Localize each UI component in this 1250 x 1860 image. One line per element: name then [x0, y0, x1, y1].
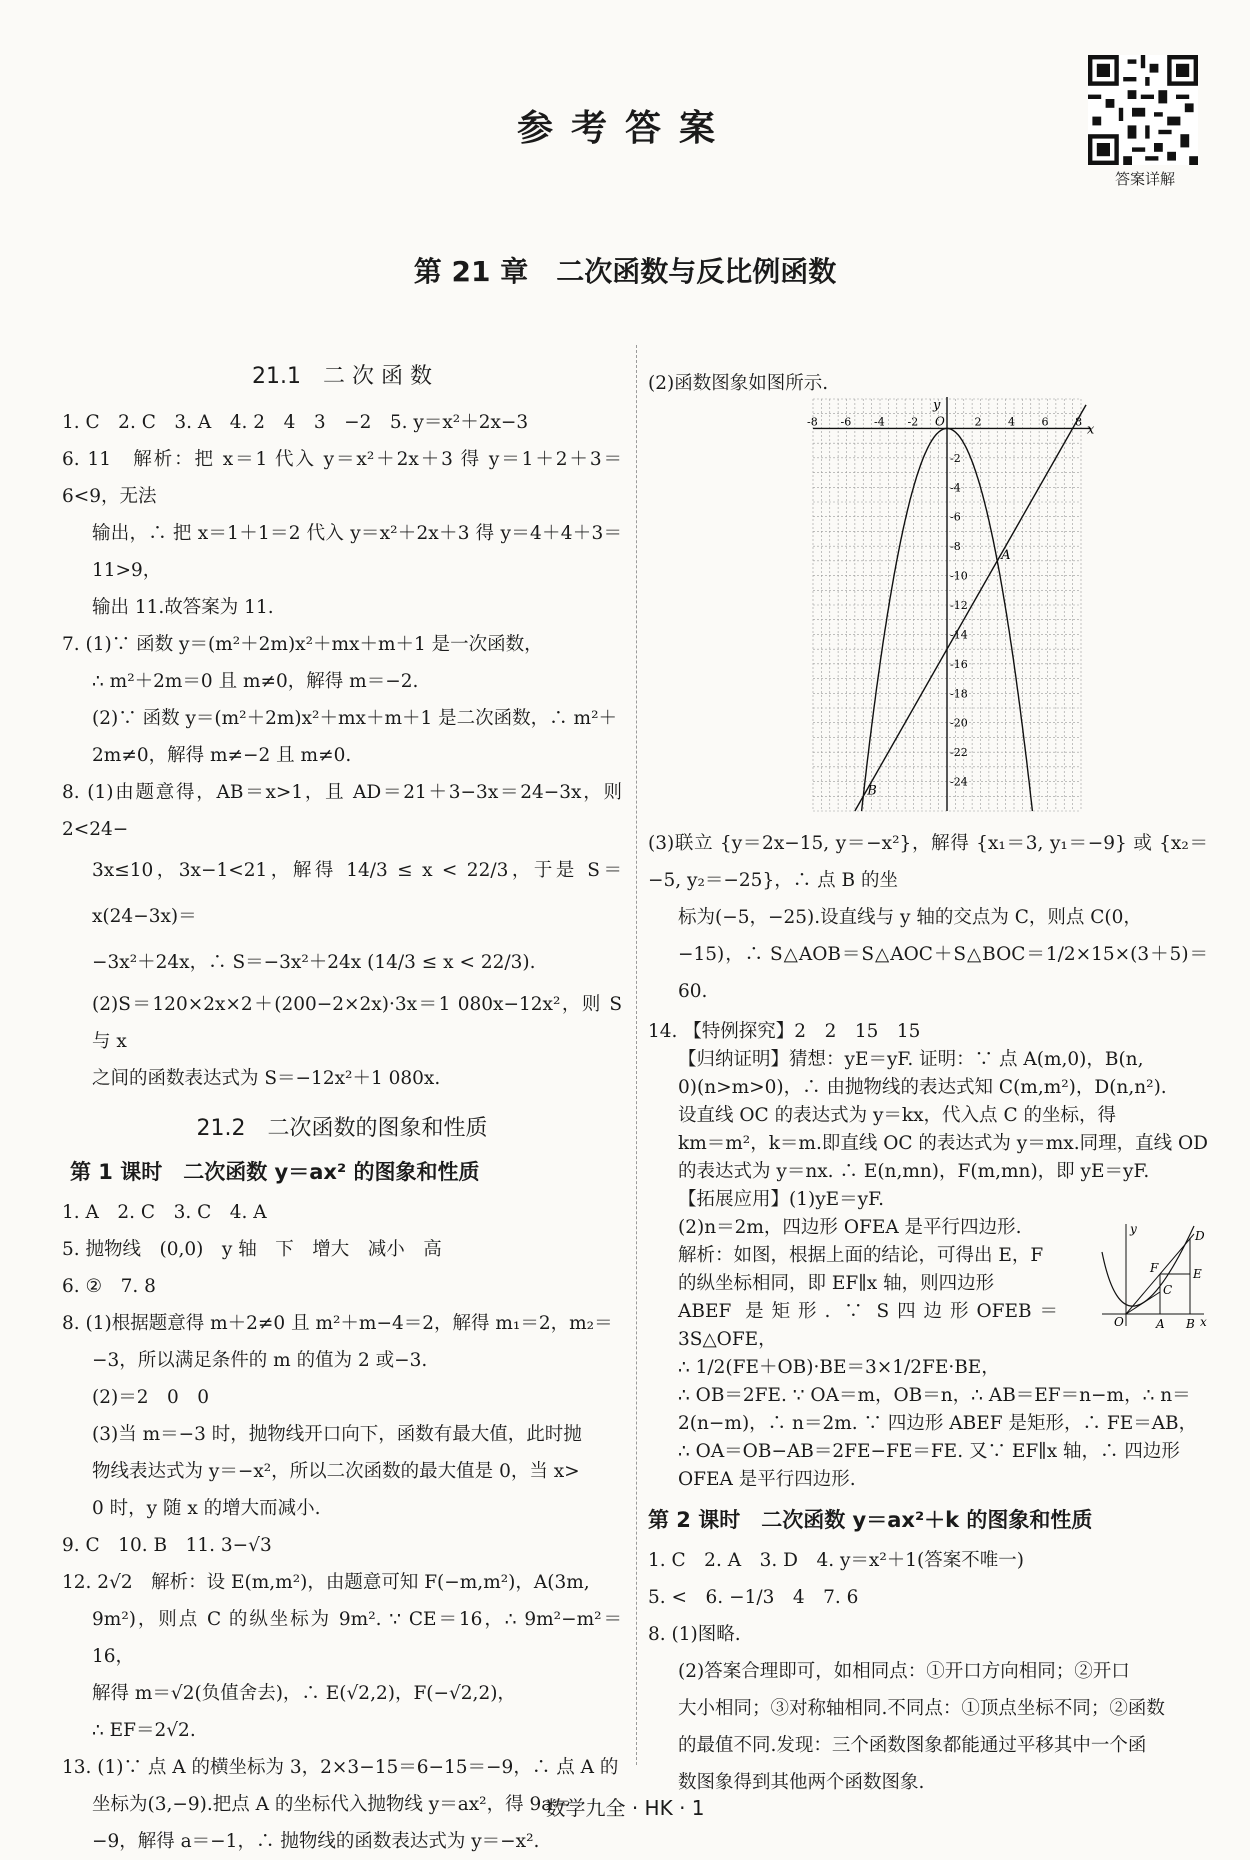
page-title: 参考答案	[516, 108, 733, 149]
answer-line: 的纵坐标相同，即 EF∥x 轴，则四边形	[678, 1273, 995, 1294]
x-tick-label: -2	[907, 415, 919, 429]
answer-line: 1. C 2. A 3. D 4. y＝x²＋1(答案不唯一)	[648, 1550, 1024, 1571]
answer-line: 5. 抛物线 (0,0) y 轴 下 增大 减小 高	[62, 1239, 442, 1260]
answer-line: 解得 m＝√2(负值舍去)，∴ E(√2,2)，F(−√2,2)，	[92, 1683, 516, 1704]
origin-label: O	[935, 414, 945, 429]
answer-line: 标为(−5，−25).设直线与 y 轴的交点为 C，则点 C(0，	[678, 907, 1142, 928]
answer-line: 6. 11 解析：把 x＝1 代入 y＝x²＋2x＋3 得 y＝1＋2＋3＝6<9，无法	[62, 449, 622, 507]
y-tick-label: -12	[950, 599, 968, 612]
answer-line: 物线表达式为 y＝−x²，所以二次函数的最大值是 0，当 x>	[92, 1461, 580, 1482]
y-tick-label: -8	[950, 540, 961, 554]
answer-line: −3，所以满足条件的 m 的值为 2 或−3.	[92, 1350, 428, 1371]
column-divider	[636, 345, 637, 1765]
x-tick-label: -6	[840, 415, 852, 429]
answer-line: (2)∵ 函数 y＝(m²＋2m)x²＋mx＋m＋1 是二次函数，∴ m²＋	[92, 708, 617, 729]
answer-line: 14. 【特例探究】2 2 15 15	[648, 1021, 921, 1042]
parabola-figure	[1098, 1222, 1208, 1332]
point-label-B: B	[867, 783, 877, 799]
section-heading: 21.1 二 次 函 数	[252, 364, 432, 389]
x-tick-label: 2	[974, 415, 982, 429]
page-footer: 数学九全 · HK · 1	[545, 1796, 705, 1820]
answer-line: 9. C 10. B 11. 3−√3	[62, 1535, 272, 1556]
answer-line: 输出，∴ 把 x＝1＋1＝2 代入 y＝x²＋2x＋3 得 y＝4＋4＋3＝11>9，	[92, 523, 622, 581]
answer-line: 2m≠0，解得 m≠−2 且 m≠0.	[92, 745, 352, 766]
point-label-A: A	[1001, 547, 1011, 563]
answer-line: 数图象得到其他两个函数图象.	[678, 1772, 925, 1793]
answer-line: 之间的函数表达式为 S＝−12x²＋1 080x.	[92, 1068, 441, 1089]
answer-line: 7. (1)∵ 函数 y＝(m²＋2m)x²＋mx＋m＋1 是一次函数，	[62, 634, 543, 655]
y-tick-label: -6	[950, 510, 961, 524]
answer-line: (2)答案合理即可，如相同点：①开口方向相同；②开口	[678, 1661, 1130, 1682]
answer-line: 设直线 OC 的表达式为 y＝kx，代入点 C 的坐标，得	[678, 1105, 1116, 1126]
answer-line: −9，解得 a＝−1，∴ 抛物线的函数表达式为 y＝−x².	[92, 1831, 540, 1852]
y-tick-label: -14	[950, 628, 968, 642]
y-tick-label: -2	[950, 451, 961, 465]
section-heading: 21.2 二次函数的图象和性质	[196, 1116, 488, 1141]
answer-line: 3x≤10，3x−1<21，解得 14/3 ≤ x < 22/3，于是 S＝x(24−3x)＝	[92, 860, 622, 927]
y-tick-label: -16	[950, 657, 968, 671]
qr-code-icon[interactable]	[1088, 55, 1198, 165]
y-axis-label: y	[933, 398, 941, 413]
label-O: O	[1114, 1315, 1124, 1329]
qr-label: 答案详解	[1114, 170, 1175, 188]
answer-line: (2)n＝2m，四边形 OFEA 是平行四边形.	[678, 1217, 1022, 1238]
answer-line: −3x²＋24x，∴ S＝−3x²＋24x (14/3 ≤ x < 22/3).	[92, 952, 536, 973]
chapter-title: 第 21 章 二次函数与反比例函数	[413, 255, 837, 288]
answer-line: 13. (1)∵ 点 A 的横坐标为 3，2×3−15＝6−15＝−9，∴ 点 A 的	[62, 1757, 619, 1778]
label-D: D	[1195, 1229, 1205, 1243]
answer-line: 的最值不同.发现：三个函数图象都能通过平移其中一个函	[678, 1735, 1147, 1756]
answer-line: OFEA 是平行四边形.	[678, 1469, 856, 1490]
answer-line: 9m²)，则点 C 的纵坐标为 9m². ∵ CE＝16，∴ 9m²−m²＝16，	[92, 1609, 622, 1667]
label-F: F	[1150, 1261, 1159, 1275]
answer-line: −15)，∴ S△AOB＝S△AOC＋S△BOC＝1/2×15×(3＋5)＝60.	[678, 944, 1208, 1002]
label-E: E	[1193, 1267, 1202, 1281]
answer-line: 12. 2√2 解析：设 E(m,m²)，由题意可知 F(−m,m²)，A(3m,	[62, 1572, 590, 1593]
answer-line: ∴ EF＝2√2.	[92, 1720, 196, 1741]
y-tick-label: -18	[950, 687, 968, 701]
answer-line: 8. (1)根据题意得 m＋2≠0 且 m²＋m−4＝2，解得 m₁＝2，m₂＝	[62, 1313, 613, 1334]
answer-line: 5. < 6. −1/3 4 7. 6	[648, 1587, 859, 1608]
x-tick-label: 6	[1041, 415, 1049, 429]
answer-line: 8. (1)图略.	[648, 1624, 741, 1645]
answer-line: ABEF 是矩形. ∵ S四边形OFEB＝3S△OFE，	[678, 1301, 1058, 1350]
answer-line: (2)函数图象如图所示.	[648, 373, 829, 394]
answer-line: 1. C 2. C 3. A 4. 2 4 3 −2 5. y＝x²＋2x−3	[62, 412, 529, 433]
answer-line: 0)(n>m>0)，∴ 由抛物线的表达式知 C(m,m²)，D(n,n²).	[678, 1077, 1167, 1098]
answer-line: 0 时，y 随 x 的增大而减小.	[92, 1498, 321, 1519]
answer-line: 8. (1)由题意得，AB＝x>1，且 AD＝21＋3−3x＝24−3x，则 2<24−	[62, 782, 622, 840]
y-tick-label: -24	[950, 775, 968, 789]
label-x: x	[1200, 1315, 1207, 1329]
x-tick-label: -8	[807, 415, 818, 429]
answer-line: ∴ m²＋2m＝0 且 m≠0，解得 m＝−2.	[92, 671, 419, 692]
y-tick-label: -22	[950, 746, 968, 760]
line-series	[855, 405, 1086, 811]
answer-line: (3)联立 {y＝2x−15, y＝−x²}，解得 {x₁＝3, y₁＝−9} 或 {x₂＝−5, y₂＝−25}，∴ 点 B 的坐	[648, 833, 1208, 891]
label-A: A	[1156, 1317, 1165, 1331]
answer-line: (3)当 m＝−3 时，抛物线开口向下，函数有最大值，此时抛	[92, 1424, 582, 1445]
function-graph	[797, 395, 1097, 815]
lesson-heading: 第 2 课时 二次函数 y＝ax²＋k 的图象和性质	[648, 1508, 1093, 1532]
label-y: y	[1130, 1222, 1137, 1236]
label-B: B	[1186, 1317, 1195, 1331]
label-C: C	[1163, 1283, 1173, 1297]
answer-line: 1. A 2. C 3. C 4. A	[62, 1202, 267, 1223]
answer-line: 【归纳证明】猜想：yE＝yF. 证明：∵ 点 A(m,0)，B(n,	[678, 1049, 1144, 1070]
answer-line: 【拓展应用】(1)yE＝yF.	[678, 1189, 884, 1210]
answer-line: 的表达式为 y＝nx. ∴ E(n,mn)，F(m,mn)，即 yE＝yF.	[678, 1161, 1150, 1182]
answer-line: 解析：如图，根据上面的结论，可得出 E，F	[678, 1245, 1044, 1266]
x-axis-label: x	[1087, 422, 1095, 438]
answer-line: (2)＝2 0 0	[92, 1387, 210, 1408]
y-tick-label: -20	[950, 716, 968, 730]
answer-line: ∴ 1/2(FE＋OB)·BE＝3×1/2FE·BE，	[678, 1357, 1000, 1378]
answer-line: ∴ OA＝OB−AB＝2FE−FE＝FE. 又∵ EF∥x 轴，∴ 四边形	[678, 1441, 1180, 1462]
answer-line: 2(n−m)，∴ n＝2m. ∵ 四边形 ABEF 是矩形，∴ FE＝AB，	[678, 1413, 1198, 1434]
answer-line: 输出 11.故答案为 11.	[92, 597, 274, 618]
y-tick-label: -10	[950, 569, 968, 583]
x-tick-label: 8	[1075, 415, 1082, 429]
left-column	[62, 355, 622, 1860]
x-tick-label: -4	[874, 415, 885, 429]
answer-line: ∴ OB＝2FE. ∵ OA＝m，OB＝n，∴ AB＝EF＝n−m，∴ n＝	[678, 1385, 1191, 1406]
lesson-heading: 第 1 课时 二次函数 y＝ax² 的图象和性质	[70, 1160, 480, 1184]
y-tick-label: -4	[950, 481, 961, 495]
answer-line: 坐标为(3,−9).把点 A 的坐标代入抛物线 y＝ax²，得 9a＝	[92, 1794, 571, 1815]
answer-line: (2)S＝120×2x×2＋(200−2×2x)·3x＝1 080x−12x²，则 S 与 x	[92, 994, 622, 1052]
answer-line: 6. ② 7. 8	[62, 1276, 156, 1297]
answer-line: 大小相同；③对称轴相同.不同点：①顶点坐标不同；②函数	[678, 1698, 1165, 1719]
answer-line: km＝m²，k＝m.即直线 OC 的表达式为 y＝mx.同理，直线 OD	[678, 1133, 1208, 1154]
x-tick-label: 4	[1008, 415, 1015, 429]
